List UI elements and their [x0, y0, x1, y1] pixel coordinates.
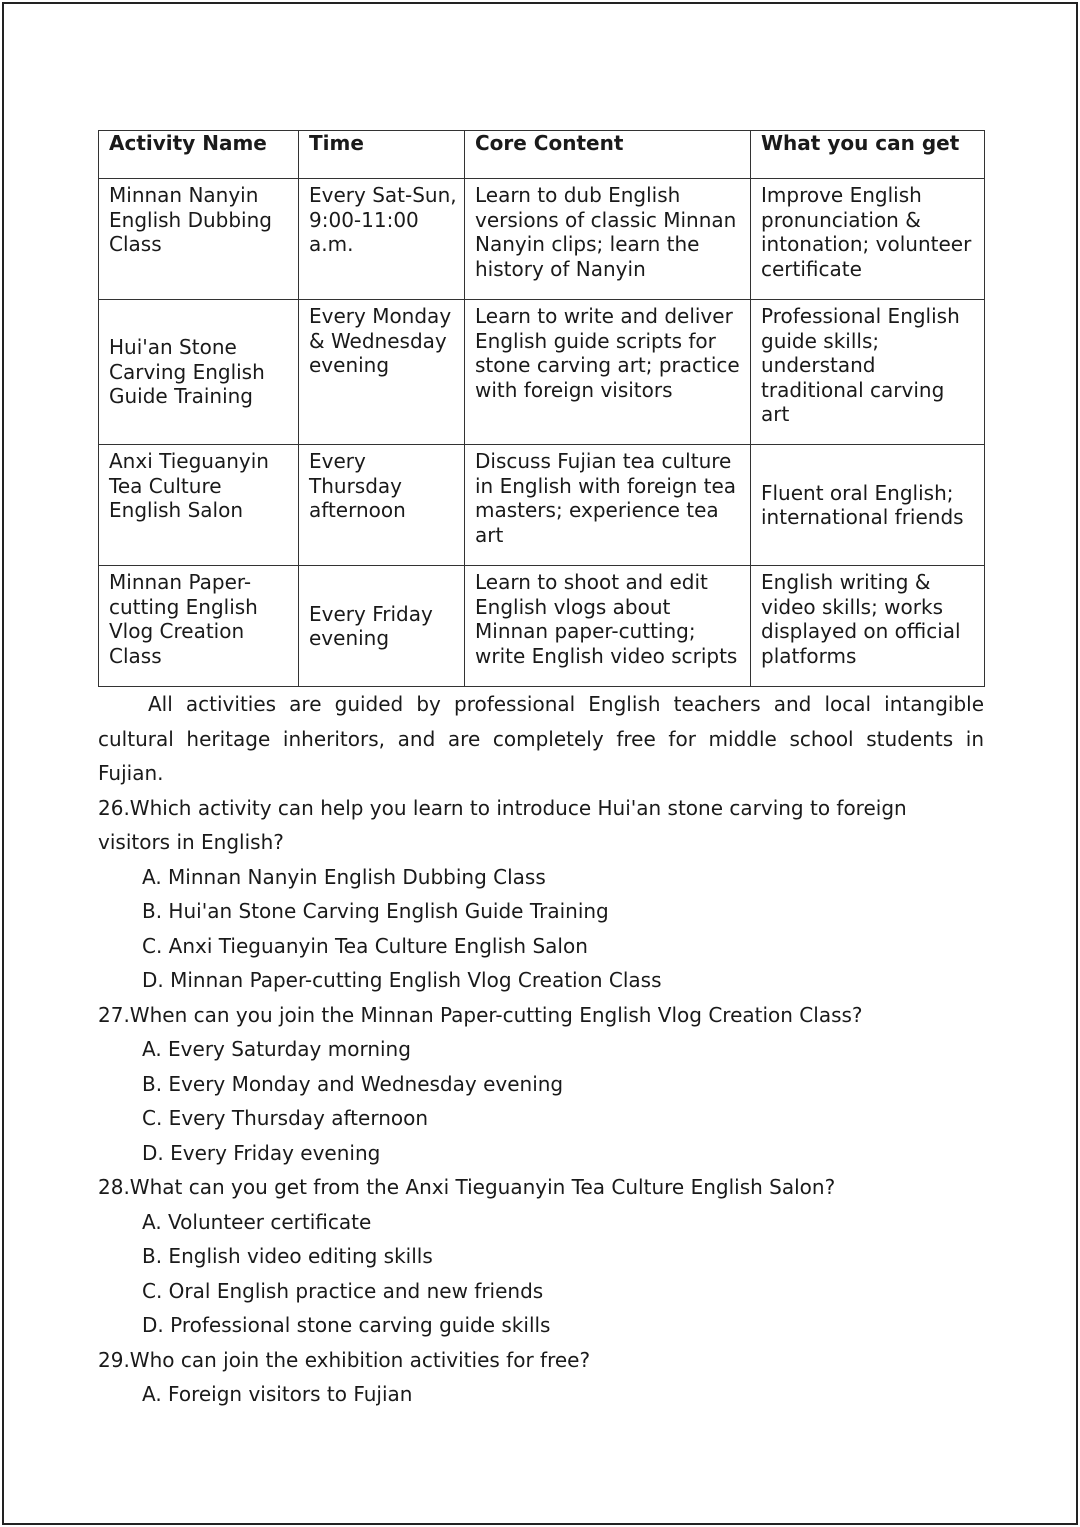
option-b: B. Hui'an Stone Carving English Guide Training: [142, 899, 609, 923]
table-row: [99, 445, 985, 566]
option-b: B. Every Monday and Wednesday evening: [142, 1071, 564, 1096]
activity-name-cell: Minnan Nanyin English Dubbing Class: [99, 179, 299, 300]
table-row: [99, 566, 985, 687]
benefit-cell: Improve English pronunciation & intonation; volunteer certificate: [751, 179, 985, 300]
core-content-cell: Learn to shoot and edit English vlogs about Minnan paper-cutting; write English video scripts: [465, 566, 751, 687]
option-a: A. Foreign visitors to Fujian: [142, 1382, 413, 1406]
activity-name-cell: Hui'an Stone Carving English Guide Training: [99, 300, 299, 445]
core-content-cell: Learn to dub English versions of classic Minnan Nanyin clips; learn the history of Nanyin: [465, 179, 751, 300]
time-cell: Every Thursday afternoon: [299, 445, 465, 566]
activity-name-cell: Minnan Paper-cutting English Vlog Creation Class: [99, 566, 299, 687]
question-stem: 28.What can you get from the Anxi Tieguanyin Tea Culture English Salon?: [98, 1175, 836, 1199]
header-what-you-can-get: What you can get: [751, 131, 985, 179]
time-cell: Every Monday & Wednesday evening: [299, 300, 465, 445]
question-27: [98, 998, 984, 1171]
header-time: Time: [299, 131, 465, 179]
table-header-row: [99, 131, 985, 179]
option-a: A. Minnan Nanyin English Dubbing Class: [142, 864, 546, 889]
benefit-cell: English writing & video skills; works displayed on official platforms: [751, 566, 985, 687]
question-28: [98, 1170, 984, 1343]
header-core-content: Core Content: [465, 131, 751, 179]
option-c: C. Oral English practice and new friends: [142, 1278, 544, 1303]
question-29: [98, 1343, 984, 1412]
question-stem: 26.Which activity can help you learn to introduce Hui'an stone carving to foreign visitors in English?: [98, 795, 907, 854]
benefit-cell: Professional English guide skills; understand traditional carving art: [751, 300, 985, 445]
intro-paragraph: All activities are guided by professional English teachers and local intangible cultural heritage inheritors, and are completely free for middle school students in Fujian.: [98, 692, 984, 785]
table-row: [99, 300, 985, 445]
header-activity-name: Activity Name: [99, 131, 299, 179]
question-26: [98, 791, 984, 998]
core-content-cell: Learn to write and deliver English guide scripts for stone carving art; practice with foreign visitors: [465, 300, 751, 445]
question-stem: 27.When can you join the Minnan Paper-cutting English Vlog Creation Class?: [98, 1002, 863, 1027]
document-content: [98, 130, 984, 1412]
activities-table: [98, 130, 985, 687]
option-c: C. Anxi Tieguanyin Tea Culture English Salon: [142, 933, 588, 958]
option-a: A. Every Saturday morning: [142, 1037, 411, 1061]
option-a: A. Volunteer certificate: [142, 1209, 372, 1234]
time-cell: Every Sat-Sun, 9:00-11:00 a.m.: [299, 179, 465, 300]
table-row: [99, 179, 985, 300]
benefit-cell: Fluent oral English; international friends: [751, 445, 985, 566]
option-d: D. Minnan Paper-cutting English Vlog Creation Class: [142, 968, 662, 992]
option-c: C. Every Thursday afternoon: [142, 1106, 429, 1130]
option-d: D. Every Friday evening: [142, 1140, 381, 1165]
activity-name-cell: Anxi Tieguanyin Tea Culture English Salon: [99, 445, 299, 566]
question-stem: 29.Who can join the exhibition activities for free?: [98, 1347, 591, 1372]
time-cell: Every Friday evening: [299, 566, 465, 687]
option-b: B. English video editing skills: [142, 1244, 433, 1268]
core-content-cell: Discuss Fujian tea culture in English with foreign tea masters; experience tea art: [465, 445, 751, 566]
option-d: D. Professional stone carving guide skills: [142, 1313, 551, 1337]
